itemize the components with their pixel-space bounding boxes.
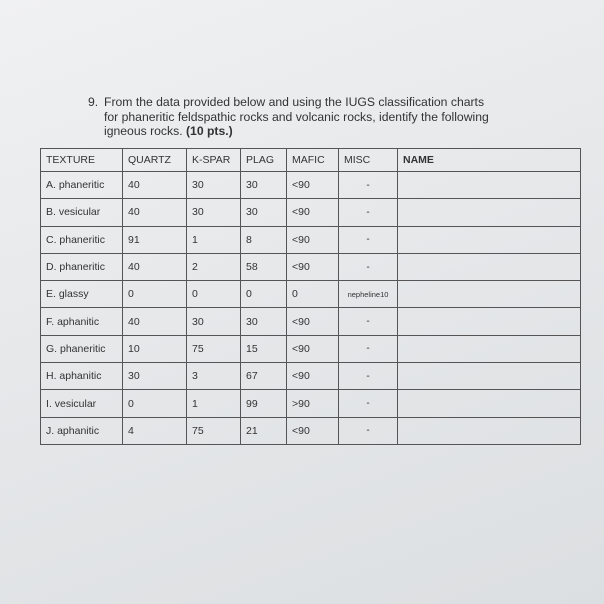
cell-texture: G. phaneritic [41, 335, 123, 362]
cell-kspar: 30 [187, 308, 241, 335]
cell-texture: H. aphanitic [41, 363, 123, 390]
question-line-1 [88, 95, 528, 110]
cell-kspar: 1 [187, 226, 241, 253]
cell-quartz: 30 [123, 363, 187, 390]
cell-mafic: <90 [287, 308, 339, 335]
cell-misc: - [339, 417, 398, 444]
header-kspar: K-SPAR [187, 149, 241, 172]
cell-mafic: <90 [287, 199, 339, 226]
table-header-row [41, 149, 581, 172]
cell-plag: 21 [241, 417, 287, 444]
cell-mafic: <90 [287, 363, 339, 390]
header-quartz: QUARTZ [123, 149, 187, 172]
cell-plag: 0 [241, 281, 287, 308]
cell-plag: 99 [241, 390, 287, 417]
cell-quartz: 40 [123, 199, 187, 226]
cell-texture: J. aphanitic [41, 417, 123, 444]
cell-plag: 15 [241, 335, 287, 362]
cell-plag: 30 [241, 308, 287, 335]
rock-data-table [40, 148, 581, 445]
table-row [41, 226, 581, 253]
table-row [41, 308, 581, 335]
cell-name-answer[interactable] [398, 335, 581, 362]
cell-kspar: 30 [187, 199, 241, 226]
table-row [41, 390, 581, 417]
cell-mafic: <90 [287, 253, 339, 280]
cell-quartz: 0 [123, 281, 187, 308]
cell-name-answer[interactable] [398, 281, 581, 308]
cell-quartz: 40 [123, 253, 187, 280]
cell-name-answer[interactable] [398, 226, 581, 253]
table-row [41, 417, 581, 444]
cell-plag: 30 [241, 172, 287, 199]
cell-misc: - [339, 335, 398, 362]
cell-kspar: 0 [187, 281, 241, 308]
cell-misc: - [339, 390, 398, 417]
cell-name-answer[interactable] [398, 417, 581, 444]
cell-misc: - [339, 199, 398, 226]
cell-plag: 67 [241, 363, 287, 390]
cell-quartz: 0 [123, 390, 187, 417]
cell-misc: - [339, 172, 398, 199]
table-body [41, 172, 581, 445]
cell-name-answer[interactable] [398, 253, 581, 280]
cell-name-answer[interactable] [398, 172, 581, 199]
header-texture: TEXTURE [41, 149, 123, 172]
cell-texture: E. glassy [41, 281, 123, 308]
question-line-3 [88, 124, 528, 139]
cell-mafic: <90 [287, 172, 339, 199]
cell-misc: nepheline10 [339, 281, 398, 308]
header-plag: PLAG [241, 149, 287, 172]
header-misc: MISC [339, 149, 398, 172]
cell-mafic: <90 [287, 417, 339, 444]
cell-texture: F. aphanitic [41, 308, 123, 335]
cell-quartz: 40 [123, 172, 187, 199]
cell-kspar: 75 [187, 335, 241, 362]
cell-kspar: 1 [187, 390, 241, 417]
cell-texture: D. phaneritic [41, 253, 123, 280]
cell-plag: 8 [241, 226, 287, 253]
cell-misc: - [339, 363, 398, 390]
cell-quartz: 40 [123, 308, 187, 335]
cell-mafic: 0 [287, 281, 339, 308]
question-text-line-1: From the data provided below and using the IUGS classification charts [104, 95, 485, 109]
cell-kspar: 2 [187, 253, 241, 280]
table-row [41, 253, 581, 280]
cell-name-answer[interactable] [398, 363, 581, 390]
cell-quartz: 4 [123, 417, 187, 444]
table-row [41, 363, 581, 390]
table-row [41, 199, 581, 226]
cell-texture: A. phaneritic [41, 172, 123, 199]
cell-plag: 30 [241, 199, 287, 226]
cell-name-answer[interactable] [398, 390, 581, 417]
header-mafic: MAFIC [287, 149, 339, 172]
cell-kspar: 30 [187, 172, 241, 199]
cell-mafic: <90 [287, 335, 339, 362]
header-name: NAME [398, 149, 581, 172]
cell-quartz: 10 [123, 335, 187, 362]
cell-texture: B. vesicular [41, 199, 123, 226]
cell-kspar: 3 [187, 363, 241, 390]
question-text-line-3: igneous rocks. [104, 124, 183, 138]
cell-mafic: <90 [287, 226, 339, 253]
question-line-2: for phaneritic feldspathic rocks and volcanic rocks, identify the following [104, 109, 489, 124]
question-9 [88, 95, 528, 139]
cell-quartz: 91 [123, 226, 187, 253]
cell-texture: C. phaneritic [41, 226, 123, 253]
cell-name-answer[interactable] [398, 199, 581, 226]
cell-plag: 58 [241, 253, 287, 280]
cell-misc: - [339, 226, 398, 253]
cell-kspar: 75 [187, 417, 241, 444]
table-row [41, 172, 581, 199]
cell-texture: I. vesicular [41, 390, 123, 417]
question-number: 9. [88, 95, 99, 109]
cell-name-answer[interactable] [398, 308, 581, 335]
question-points: (10 pts.) [185, 124, 233, 138]
table-row [41, 335, 581, 362]
cell-mafic: >90 [287, 390, 339, 417]
cell-misc: - [339, 253, 398, 280]
table-row [41, 281, 581, 308]
cell-misc: - [339, 308, 398, 335]
